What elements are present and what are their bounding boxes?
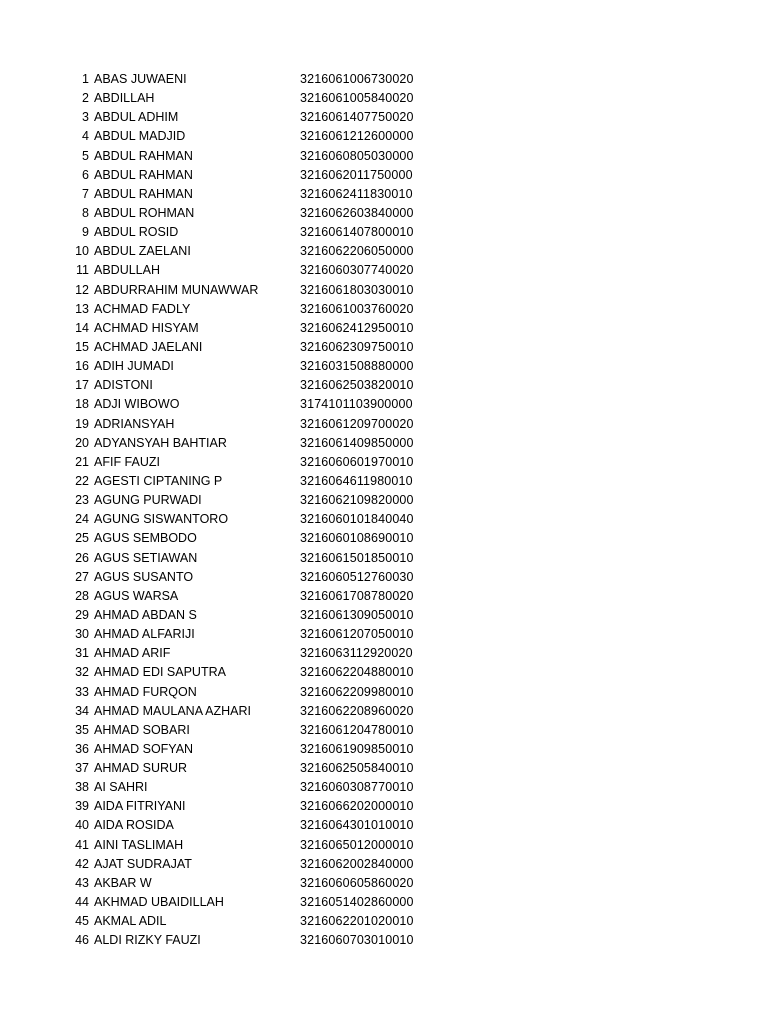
- row-number: 42: [75, 856, 89, 871]
- name-list-table: [0, 70, 768, 950]
- row-number: 40: [75, 818, 89, 833]
- id-number: 3216062411830010: [300, 186, 413, 201]
- id-number: 3216061708780020: [300, 588, 414, 603]
- row-number: 21: [75, 454, 89, 469]
- row-number: 37: [75, 761, 89, 776]
- table-row: [0, 204, 768, 223]
- person-name: ACHMAD FADLY: [94, 301, 191, 316]
- table-row: [0, 510, 768, 529]
- table-row: [0, 300, 768, 319]
- id-number: 3216061212600000: [300, 129, 414, 144]
- id-number: 3216060605860020: [300, 875, 414, 890]
- row-number: 1: [82, 72, 89, 86]
- table-row: [0, 683, 768, 702]
- person-name: ADJI WIBOWO: [94, 397, 180, 412]
- row-number: 29: [75, 607, 89, 622]
- person-name: AHMAD FURQON: [94, 684, 197, 699]
- id-number: 3216061309050010: [300, 607, 414, 622]
- row-number: 16: [75, 359, 89, 374]
- row-number: 4: [82, 129, 89, 144]
- id-number: 3216061006730020: [300, 72, 414, 86]
- table-row: [0, 261, 768, 280]
- person-name: AINI TASLIMAH: [94, 837, 184, 852]
- table-row: [0, 529, 768, 548]
- person-name: ABDURRAHIM MUNAWWAR: [94, 282, 259, 297]
- table-row: [0, 185, 768, 204]
- table-row: [0, 816, 768, 835]
- table-row: [0, 108, 768, 127]
- row-number: 31: [75, 646, 89, 661]
- row-number: 36: [75, 741, 89, 756]
- id-number: 3216062603840000: [300, 205, 414, 220]
- id-number: 3216062201020010: [300, 914, 414, 929]
- person-name: ABDILLAH: [94, 91, 155, 106]
- person-name: ADIH JUMADI: [94, 359, 174, 374]
- id-number: 3216066202000010: [300, 799, 414, 814]
- id-number: 3216062503820010: [300, 378, 414, 393]
- table-row: [0, 242, 768, 261]
- row-number: 8: [82, 205, 89, 220]
- id-number: 3216060512760030: [300, 569, 414, 584]
- table-row: [0, 376, 768, 395]
- person-name: ABDULLAH: [94, 263, 160, 278]
- table-row: [0, 625, 768, 644]
- id-number: 3216062505840010: [300, 761, 414, 776]
- person-name: AKMAL ADIL: [94, 914, 167, 929]
- row-number: 23: [75, 493, 89, 508]
- id-number: 3216061409850000: [300, 435, 414, 450]
- person-name: ADYANSYAH BAHTIAR: [94, 435, 227, 450]
- table-row: [0, 357, 768, 376]
- table-row: [0, 759, 768, 778]
- row-number: 35: [75, 722, 89, 737]
- row-number: 14: [75, 320, 89, 335]
- row-number: 28: [75, 588, 89, 603]
- table-row: [0, 797, 768, 816]
- person-name: ABDUL ROHMAN: [94, 205, 195, 220]
- id-number: 3216060307740020: [300, 263, 414, 278]
- table-row: [0, 893, 768, 912]
- id-number: 3216062309750010: [300, 339, 414, 354]
- row-number: 7: [82, 186, 89, 201]
- row-number: 44: [75, 895, 89, 910]
- table-row: [0, 568, 768, 587]
- row-number: 38: [75, 780, 89, 795]
- id-number: 3216061209700020: [300, 416, 414, 431]
- table-row: [0, 836, 768, 855]
- table-row: [0, 491, 768, 510]
- row-number: 10: [75, 244, 89, 259]
- person-name: ABDUL RAHMAN: [94, 186, 193, 201]
- table-row: [0, 472, 768, 491]
- id-number: 3216061501850010: [300, 550, 414, 565]
- id-number: 3216060108690010: [300, 531, 414, 546]
- table-row: [0, 931, 768, 950]
- person-name: ACHMAD HISYAM: [94, 320, 199, 335]
- table-row: [0, 319, 768, 338]
- person-name: AGUNG SISWANTORO: [94, 512, 229, 527]
- row-number: 34: [75, 703, 89, 718]
- id-number: 3216062109820000: [300, 493, 414, 508]
- row-number: 41: [75, 837, 89, 852]
- table-row: [0, 415, 768, 434]
- row-number: 25: [75, 531, 89, 546]
- person-name: ABDUL ADHIM: [94, 110, 179, 125]
- table-row: [0, 874, 768, 893]
- id-number: 3216061003760020: [300, 301, 414, 316]
- id-number: 3216061204780010: [300, 722, 414, 737]
- person-name: AFIF FAUZI: [94, 454, 160, 469]
- id-number: 3216060601970010: [300, 454, 414, 469]
- person-name: ABDUL RAHMAN: [94, 167, 193, 182]
- person-name: AGUNG PURWADI: [94, 493, 202, 508]
- row-number: 2: [82, 91, 89, 106]
- row-number: 11: [76, 263, 89, 278]
- id-number: 3216062002840000: [300, 856, 414, 871]
- person-name: AGESTI CIPTANING P: [94, 473, 223, 488]
- table-row: [0, 721, 768, 740]
- row-number: 33: [75, 684, 89, 699]
- person-name: ADRIANSYAH: [94, 416, 175, 431]
- id-number: 3216051402860000: [300, 895, 414, 910]
- row-number: 17: [75, 378, 89, 393]
- person-name: AIDA FITRIYANI: [94, 799, 186, 814]
- row-number: 27: [75, 569, 89, 584]
- id-number: 3216061207050010: [300, 627, 414, 642]
- person-name: ACHMAD JAELANI: [94, 339, 203, 354]
- person-name: AHMAD ARIF: [94, 646, 171, 661]
- person-name: AGUS SUSANTO: [94, 569, 194, 584]
- row-number: 20: [75, 435, 89, 450]
- id-number: 3174101103900000: [300, 397, 413, 412]
- table-row: [0, 147, 768, 166]
- row-number: 3: [82, 110, 89, 125]
- person-name: ADISTONI: [94, 378, 153, 393]
- table-row: [0, 587, 768, 606]
- row-number: 24: [75, 512, 89, 527]
- id-number: 3216031508880000: [300, 359, 414, 374]
- id-number: 3216061005840020: [300, 91, 414, 106]
- table-row: [0, 606, 768, 625]
- person-name: AHMAD SURUR: [94, 761, 188, 776]
- row-number: 19: [75, 416, 89, 431]
- id-number: 3216061407750020: [300, 110, 414, 125]
- table-row: [0, 702, 768, 721]
- table-row: [0, 127, 768, 146]
- person-name: AKBAR W: [94, 875, 152, 890]
- person-name: AHMAD SOBARI: [94, 722, 190, 737]
- id-number: 3216062208960020: [300, 703, 414, 718]
- person-name: ABAS JUWAENI: [94, 72, 187, 86]
- table-row: [0, 453, 768, 472]
- table-row: [0, 644, 768, 663]
- row-number: 12: [75, 282, 89, 297]
- id-number: 3216065012000010: [300, 837, 414, 852]
- person-name: AGUS SEMBODO: [94, 531, 197, 546]
- id-number: 3216062204880010: [300, 665, 414, 680]
- id-number: 3216060805030000: [300, 148, 414, 163]
- person-name: AJAT SUDRAJAT: [94, 856, 192, 871]
- id-number: 3216060308770010: [300, 780, 414, 795]
- row-number: 15: [75, 339, 89, 354]
- row-number: 30: [75, 627, 89, 642]
- row-number: 5: [82, 148, 89, 163]
- table-row: [0, 663, 768, 682]
- table-row: [0, 223, 768, 242]
- id-number: 3216062412950010: [300, 320, 414, 335]
- table-row: [0, 70, 768, 89]
- person-name: AIDA ROSIDA: [94, 818, 174, 833]
- person-name: ABDUL ROSID: [94, 225, 179, 240]
- table-row: [0, 281, 768, 300]
- person-name: AGUS WARSA: [94, 588, 179, 603]
- person-name: AHMAD ABDAN S: [94, 607, 197, 622]
- table-row: [0, 166, 768, 185]
- table-row: [0, 855, 768, 874]
- row-number: 22: [75, 473, 89, 488]
- row-number: 13: [75, 301, 89, 316]
- id-number: 3216061909850010: [300, 741, 414, 756]
- table-row: [0, 912, 768, 931]
- row-number: 26: [75, 550, 89, 565]
- row-number: 32: [75, 665, 89, 680]
- person-name: ALDI RIZKY FAUZI: [94, 933, 201, 948]
- row-number: 9: [82, 225, 89, 240]
- table-row: [0, 89, 768, 108]
- table-row: [0, 434, 768, 453]
- table-row: [0, 740, 768, 759]
- person-name: AGUS SETIAWAN: [94, 550, 198, 565]
- id-number: 3216062011750000: [300, 167, 413, 182]
- id-number: 3216060101840040: [300, 512, 414, 527]
- person-name: AHMAD ALFARIJI: [94, 627, 195, 642]
- table-row: [0, 549, 768, 568]
- id-number: 3216063112920020: [300, 646, 413, 661]
- table-row: [0, 338, 768, 357]
- id-number: 3216064611980010: [300, 473, 413, 488]
- table-row: [0, 778, 768, 797]
- row-number: 45: [75, 914, 89, 929]
- row-number: 6: [82, 167, 89, 182]
- person-name: AKHMAD UBAIDILLAH: [94, 895, 224, 910]
- id-number: 3216060703010010: [300, 933, 414, 948]
- row-number: 39: [75, 799, 89, 814]
- id-number: 3216061803030010: [300, 282, 414, 297]
- id-number: 3216061407800010: [300, 225, 414, 240]
- id-number: 3216064301010010: [300, 818, 414, 833]
- person-name: AHMAD MAULANA AZHARI: [94, 703, 251, 718]
- person-name: AI SAHRI: [94, 780, 148, 795]
- person-name: ABDUL RAHMAN: [94, 148, 193, 163]
- person-name: ABDUL MADJID: [94, 129, 186, 144]
- person-name: ABDUL ZAELANI: [94, 244, 191, 259]
- id-number: 3216062209980010: [300, 684, 414, 699]
- id-number: 3216062206050000: [300, 244, 414, 259]
- row-number: 18: [75, 397, 89, 412]
- row-number: 43: [75, 875, 89, 890]
- row-number: 46: [75, 933, 89, 948]
- table-row: [0, 395, 768, 414]
- person-name: AHMAD SOFYAN: [94, 741, 194, 756]
- person-name: AHMAD EDI SAPUTRA: [94, 665, 226, 680]
